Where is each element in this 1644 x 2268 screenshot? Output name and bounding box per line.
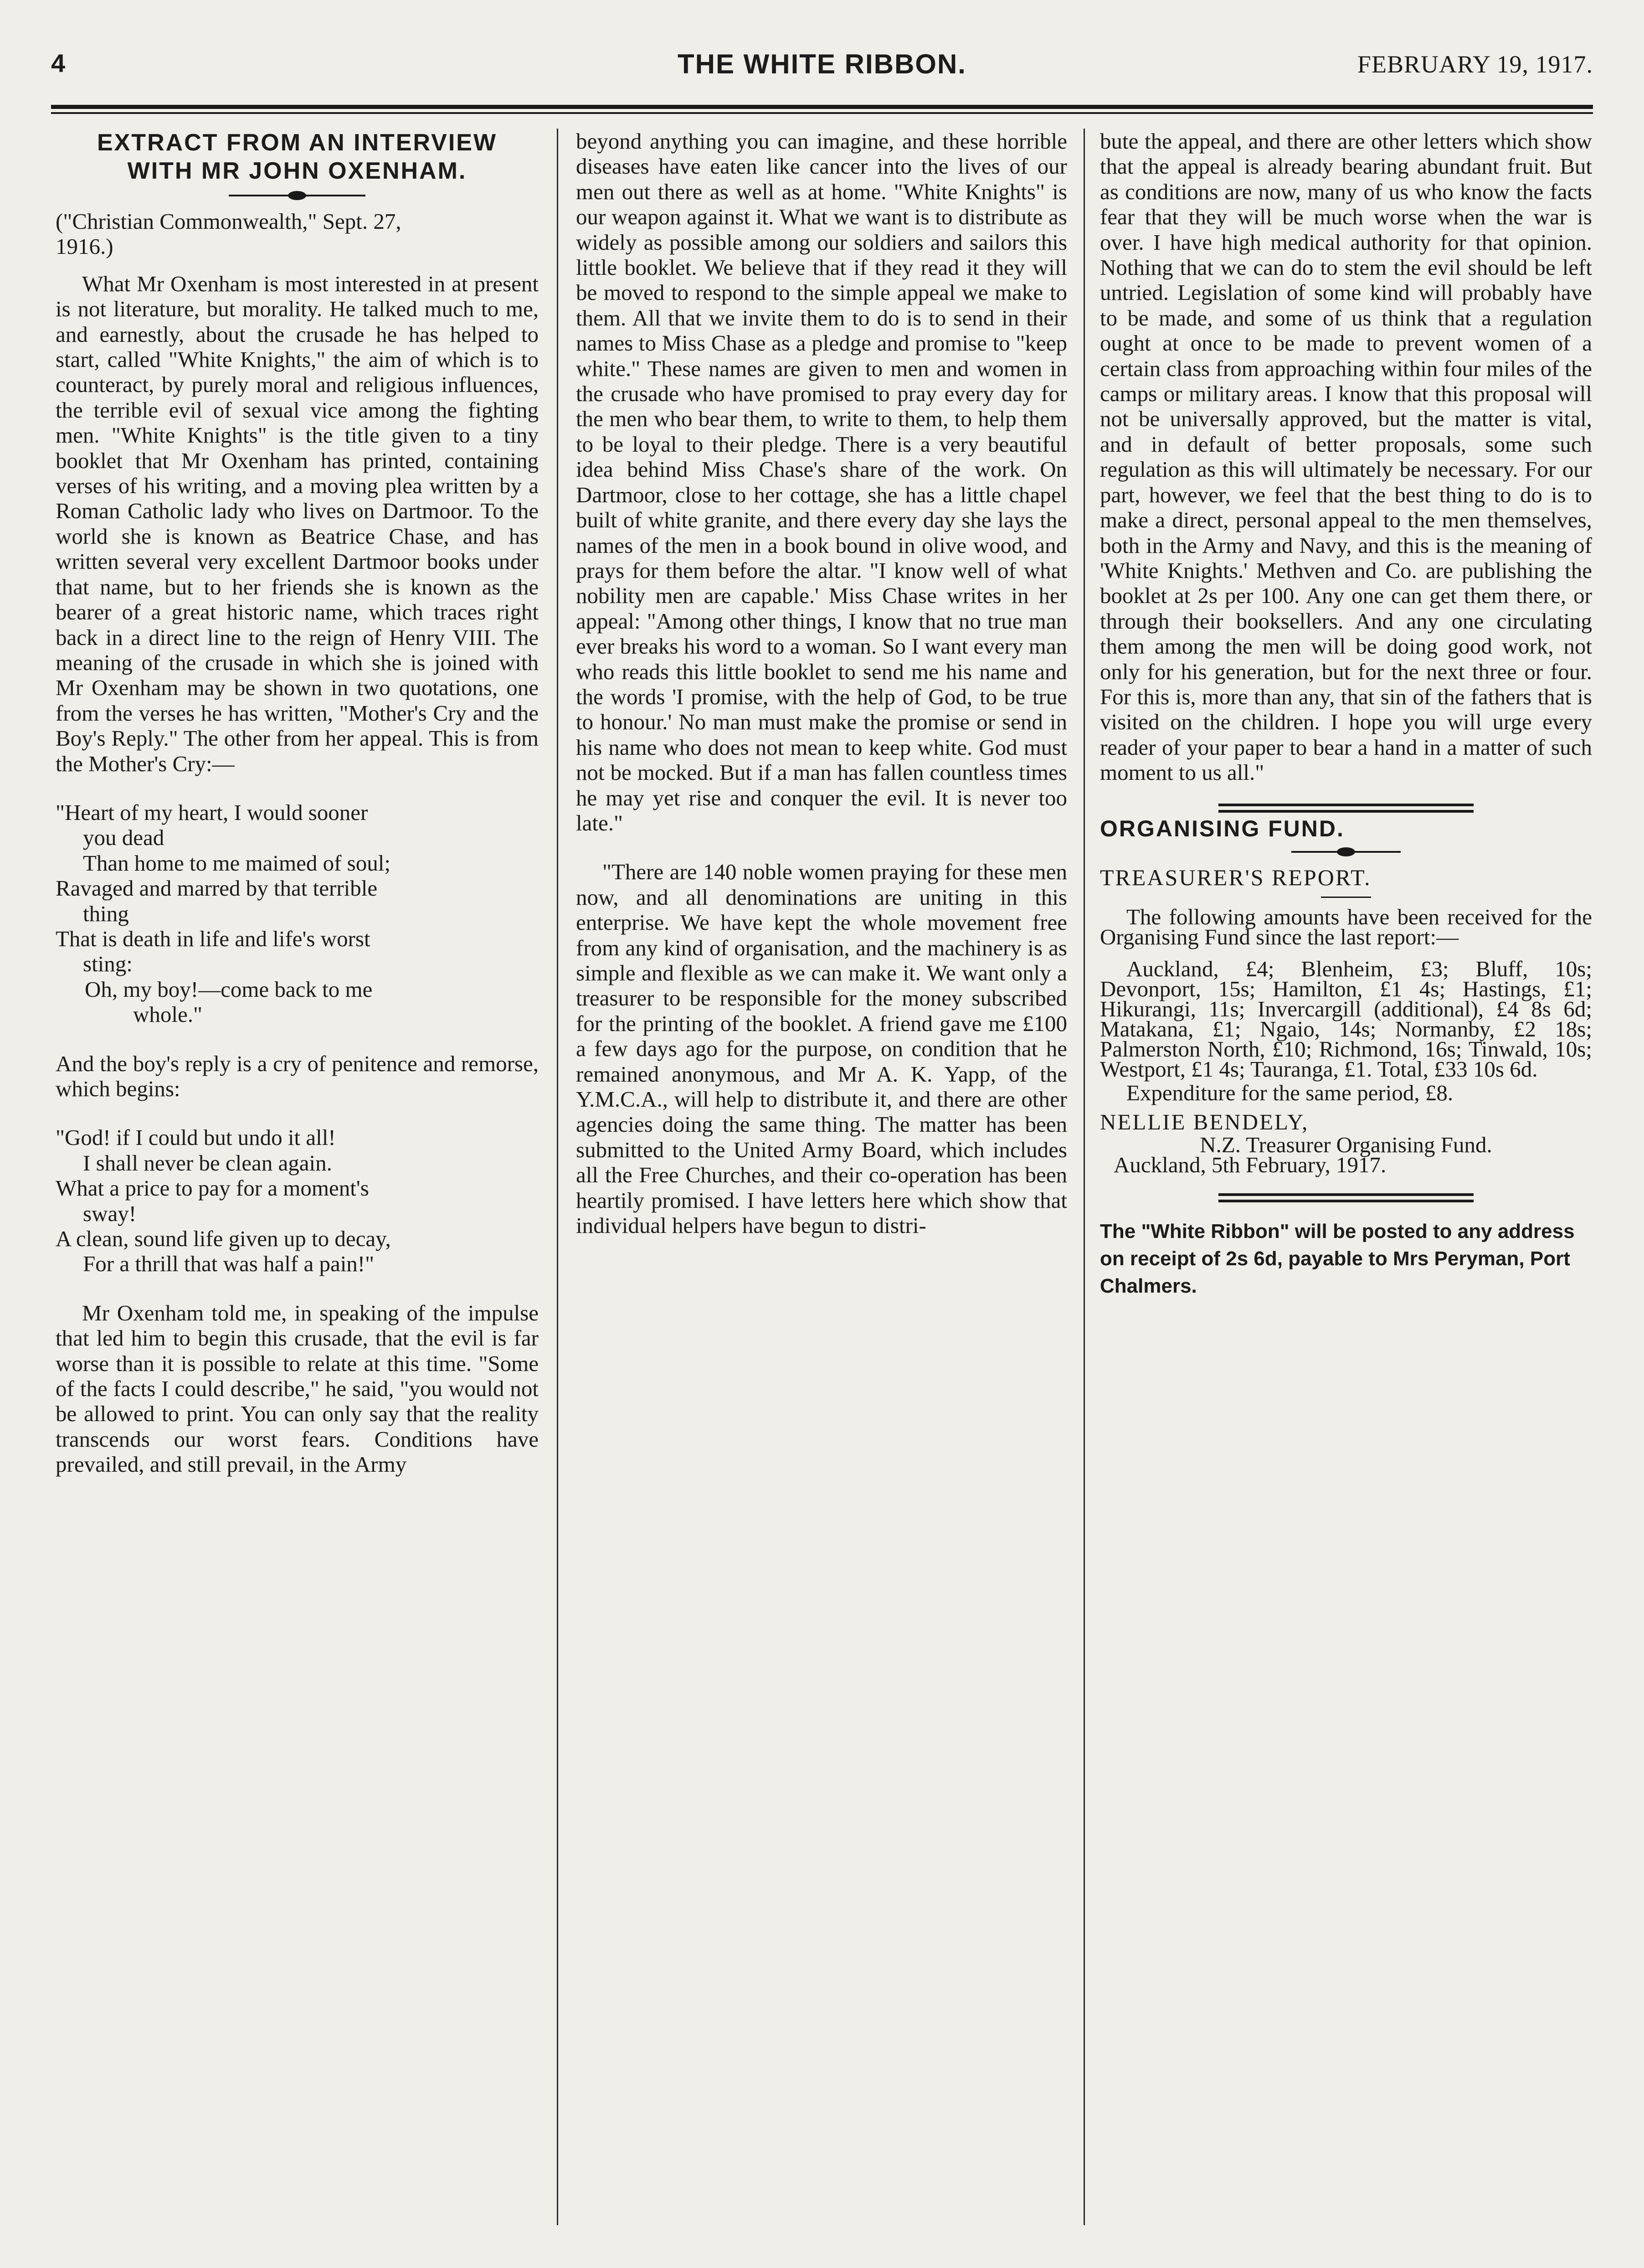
article-paragraph: Mr Oxenham told me, in speaking of the impulse that led him to begin this crusade, that the evil is far worse than it is possible to relate at this time. "Some of the facts I could describe," he said, "you would not be allowed to print. You can only say that the reality transcends our worst fears. Conditions have prevailed, and still prevail, in the Army — [56, 1300, 539, 1477]
article-heading-line2: WITH MR JOHN OXENHAM. — [127, 158, 467, 184]
page-number: 4 — [51, 49, 66, 77]
article-heading-line1: EXTRACT FROM AN INTERVIEW — [97, 129, 498, 156]
article-paragraph: beyond anything you can imagine, and these horrible diseases have eaten like cancer into the lives of our men out there as well as at home. "White Knights" is our weapon against it. What we want is to distribute as widely as possible among our soldiers and sailors this little booklet. We believe that if they read it they will be moved to respond to the simple appeal we make to them. All that we invite them to do is to send in their names to Miss Chase as a pledge and promise to "keep white." These names are given to men and women in the crusade who have promised to pray every day for the men who bear them, to write to them, to help them to be loyal to their pledge. There is a very beautiful idea behind Miss Chase's share of the work. On Dartmoor, close to her cottage, she has a little chapel built of white granite, and there every day she lays the names of the men in a book bound in olive wood, and prays for them before the altar. "I know well of what nobility men are capable.' Miss Chase writes in her appeal: "Among other things, I know that no true man ever breaks his word to a woman. So I want every man who reads this little booklet to send me his name and the words 'I promise, with the help of God, to be true to honour.' No man must make the promise or send in his name who does not mean to keep white. God must not be mocked. But if a man has fallen countless times he may yet rise and conquer the evil. It is never too late." — [576, 129, 1067, 835]
fund-expenditure: Expenditure for the same period, £8. — [1126, 1080, 1454, 1106]
subscription-notice: The "White Ribbon" will be posted to any address on receipt of 2s 6d, payable to Mrs Peryman, Port Chalmers. — [1100, 1220, 1575, 1297]
article-paragraph: What Mr Oxenham is most interested in at present is not literature, but morality. He talked much to me, and earnestly, about the crusade he has helped to start, called "White Knights," the aim of which is to counteract, by purely moral and religious influences, the terrible evil of sexual vice among the fighting men. "White Knights" is the title given to a tiny booklet that Mr Oxenham has printed, containing verses of his writing, and a moving plea written by a Roman Catholic lady who lives on Dartmoor. To the world she is known as Beatrice Chase, and has written several very excellent Dartmoor books under that name, but to her friends she is known as the bearer of a great historic name, which traces right back in a direct line to the reign of Henry VIII. The meaning of the crusade in which she is joined with Mr Oxenham may be shown in two quotations, one from the verses he has written, "Mother's Cry and the Boy's Reply." The other from her appeal. This is from the Mother's Cry:— — [56, 271, 539, 776]
column-3 — [1100, 129, 1592, 2241]
article-paragraph: "There are 140 noble women praying for these men now, and all denominations are uniting in this enterprise. We have kept the whole movement free from any kind of organisation, and the machinery is as simple and flexible as we can make it. We want only a treasurer to be responsible for the money subscribed for the printing of the booklet. A friend gave me £100 a few days ago for the purpose, on condition that he remained anonymous, and Mr A. K. Yapp, of the Y.M.C.A., will help to distribute it, and there are other agencies doing the same thing. The matter has been submitted to the United Army Board, which includes all the Free Churches, and their co-operation has been heartily promised. I have letters here which show that individual helpers have begun to distri- — [576, 859, 1067, 1238]
ornament-divider — [229, 189, 365, 202]
fund-heading: ORGANISING FUND. — [1100, 815, 1345, 841]
header-rule-thick — [51, 105, 1593, 109]
publication-title: THE WHITE RIBBON. — [678, 49, 966, 79]
header-rule-thin — [51, 112, 1593, 114]
column-2 — [576, 129, 1067, 2241]
boys-reply-verse: "God! if I could but undo it all! I shall never be clean again. What a price to pay for a moment's sway! A clean, sound life given up to decay, For a thrill that was half a pain!" — [56, 1125, 391, 1277]
treasurer-report-heading: TREASURER'S REPORT. — [1100, 864, 1372, 890]
article-paragraph: And the boy's reply is a cry of penitence and remorse, which begins: — [56, 1051, 539, 1101]
treasurer-title: N.Z. Treasurer Organising Fund. — [1200, 1132, 1492, 1157]
section-double-rule — [1218, 1193, 1474, 1202]
column-divider — [1084, 129, 1085, 2225]
article-source: ("Christian Commonwealth," Sept. 27, 1916.) — [56, 209, 401, 259]
article-heading — [56, 129, 539, 185]
short-rule — [1321, 897, 1371, 898]
treasurer-signature: NELLIE BENDELY, — [1100, 1109, 1309, 1135]
column-divider — [557, 129, 558, 2225]
page-header — [51, 44, 1593, 85]
issue-date: FEBRUARY 19, 1917. — [1357, 51, 1593, 78]
fund-intro: The following amounts have been received for the Organising Fund since the last report:— — [1100, 904, 1592, 950]
fund-amounts: Auckland, £4; Blenheim, £3; Bluff, 10s; Devonport, 15s; Hamilton, £1 4s; Hastings, £1; Hikurangi, 11s; Invercargill (additional), £4 8s 6d; Matakana, £1; Ngaio, 14s; Normanby, £2 18s; Palmerston North, £10; Richmond, 16s; Tinwald, 10s; Westport, £1 4s; Tauranga, £1. Total, £33 10s 6d. — [1100, 956, 1592, 1082]
mothers-cry-verse: "Heart of my heart, I would sooner you dead Than home to me maimed of soul; Ravaged and marred by that terrible thing That is death in life and life's worst sting: Oh, my boy!—come back to me whole." — [56, 799, 390, 1027]
ornament-divider — [1291, 845, 1401, 859]
section-double-rule — [1218, 804, 1474, 813]
report-place-date: Auckland, 5th February, 1917. — [1114, 1152, 1387, 1177]
article-paragraph: bute the appeal, and there are other letters which show that the appeal is already bearing abundant fruit. But as conditions are now, many of us who know the facts fear that they will be much worse when the war is over. I have high medical authority for that opinion. Nothing that we can do to stem the evil should be left untried. Legislation of some kind will probably have to be made, and some of us think that a regulation ought at once to be made to prevent women of a certain class from approaching within four miles of the camps or military areas. I know that this proposal will not be universally approved, but the matter is vital, and in default of better proposals, some such regulation as this will ultimately be necessary. For our part, however, we feel that the best thing to do is to make a direct, personal appeal to the men themselves, both in the Army and Navy, and this is the meaning of 'White Knights.' Methven and Co. are publishing the booklet at 2s per 100. Any one can get them there, or through their booksellers. And any one circulating them among the men will be doing good work, not only for his generation, but for the next three or four. For this is, more than any, that sin of the fathers that is visited on the children. I hope you will urge every reader of your paper to bear a hand in a matter of such moment to us all." — [1100, 129, 1592, 785]
column-1 — [56, 129, 539, 2241]
